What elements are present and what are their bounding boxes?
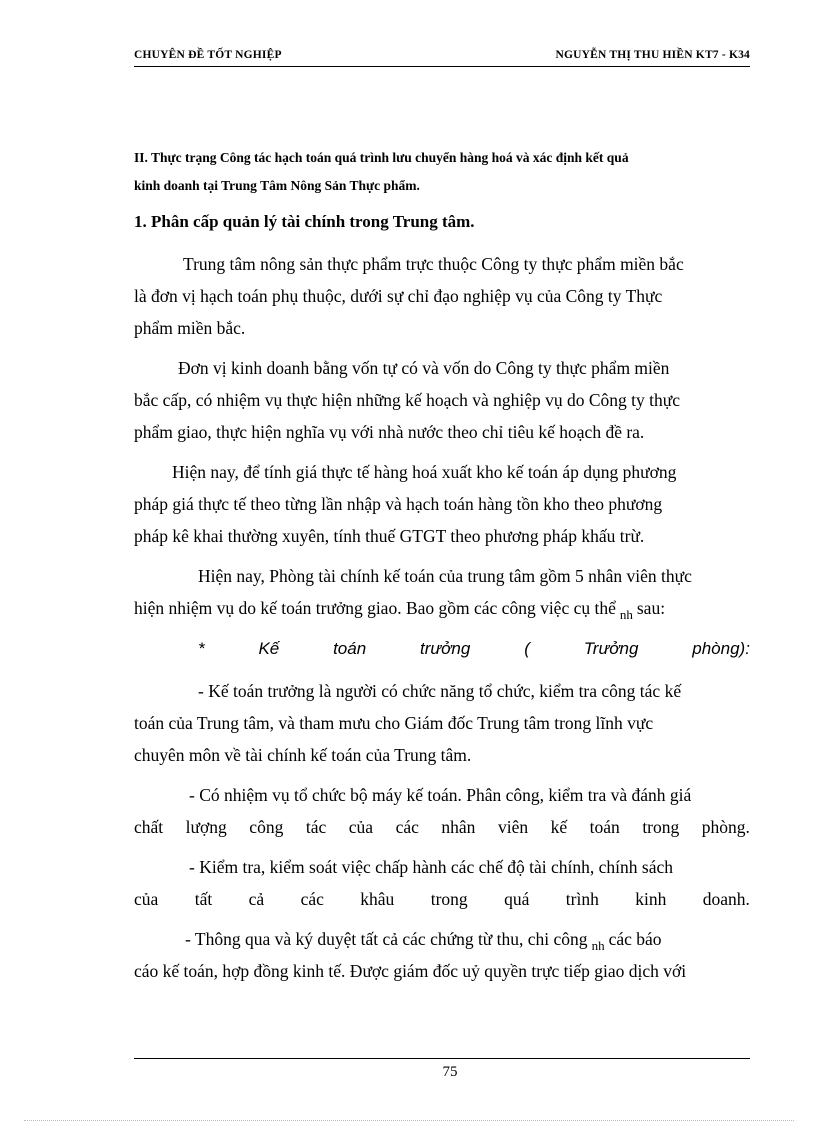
header-left: CHUYÊN ĐỀ TỐT NGHIỆP	[134, 49, 282, 61]
word: nhân	[441, 817, 476, 837]
section-title-line-2: kinh doanh tại Trung Tâm Nông Sản Thực phẩm.	[134, 178, 420, 193]
para2-line-1: Đơn vị kinh doanh bằng vốn tự có và vốn do Công ty thực phẩm miền	[178, 358, 670, 378]
bullet2-line-2	[134, 817, 750, 838]
para3-line-2: pháp giá thực tế theo từng lần nhập và hạch toán hàng tồn kho theo phương	[134, 494, 663, 514]
header-rule	[134, 66, 750, 67]
role-title-word: trưởng	[420, 639, 471, 658]
word: cả	[248, 889, 265, 909]
para2-line-2: bắc cấp, có nhiệm vụ thực hiện những kế hoạch và nghiệp vụ do Công ty thực	[134, 390, 681, 410]
word: của	[348, 817, 374, 837]
page-edge-dots	[24, 1120, 794, 1121]
bullet1-line-2: toán của Trung tâm, và tham mưu cho Giám đốc Trung tâm trong lĩnh vực	[134, 713, 654, 733]
word: chất	[134, 817, 164, 837]
bullet2-line-1: - Có nhiệm vụ tổ chức bộ máy kế toán. Phân công, kiểm tra và đánh giá	[189, 785, 692, 805]
bullet4-line-1-end: các báo	[608, 929, 662, 949]
bullet4-line-1	[185, 929, 662, 953]
para4-line-2	[134, 598, 666, 622]
word: phòng.	[701, 817, 750, 837]
word: tác	[305, 817, 327, 837]
bullet4-line-2: cáo kế toán, hợp đồng kinh tế. Được giám đốc uỷ quyền trực tiếp giao dịch với	[134, 961, 687, 981]
bullet1-line-1: - Kế toán trưởng là người có chức năng tổ chức, kiểm tra công tác kế	[198, 681, 682, 701]
bullet3-line-1: - Kiểm tra, kiểm soát việc chấp hành các chế độ tài chính, chính sách	[189, 857, 673, 877]
word: tất	[194, 889, 213, 909]
para3-line-1: Hiện nay, để tính giá thực tế hàng hoá xuất kho kế toán áp dụng phương	[172, 462, 677, 482]
page-number: 75	[442, 1064, 458, 1080]
word: trong	[642, 817, 680, 837]
word: trong	[430, 889, 468, 909]
word: viên	[497, 817, 529, 837]
word: doanh.	[702, 889, 750, 909]
para1-line-3: phẩm miền bắc.	[134, 318, 246, 338]
role-title-word: Kế	[258, 639, 280, 658]
bullet1-line-3: chuyên môn về tài chính kế toán của Trung tâm.	[134, 745, 472, 765]
para4-line-2-text: hiện nhiệm vụ do kế toán trưởng giao. Bao gồm các công việc cụ thể	[134, 598, 616, 618]
para2-line-3: phẩm giao, thực hiện nghĩa vụ với nhà nước theo chỉ tiêu kế hoạch đề ra.	[134, 422, 645, 442]
role-title-word: (	[524, 639, 530, 658]
bullet4-line-1-sub: nh	[591, 938, 605, 953]
para4-line-2-sub: nh	[619, 607, 633, 622]
word: của	[134, 889, 159, 909]
word: kinh	[635, 889, 667, 909]
footer-rule	[134, 1058, 750, 1059]
section-title-line-1: II. Thực trạng Công tác hạch toán quá trình lưu chuyển hàng hoá và xác định kết quả	[134, 150, 629, 165]
heading: 1. Phân cấp quản lý tài chính trong Trung tâm.	[134, 212, 475, 231]
para1-line-2: là đơn vị hạch toán phụ thuộc, dưới sự chỉ đạo nghiệp vụ của Công ty Thực	[134, 286, 663, 306]
role-title-word: toán	[333, 639, 367, 658]
word: công	[249, 817, 284, 837]
para4-line-2-end: sau:	[636, 598, 666, 618]
word: khâu	[360, 889, 395, 909]
word: toán	[589, 817, 620, 837]
word: trình	[565, 889, 599, 909]
word: lượng	[185, 817, 227, 837]
word: các	[395, 817, 419, 837]
word: kế	[550, 817, 568, 837]
role-title-word: phòng):	[692, 639, 750, 658]
word: các	[300, 889, 324, 909]
word: quá	[504, 889, 530, 909]
bullet3-line-2	[134, 889, 750, 910]
role-title-word: *	[198, 639, 205, 658]
para1-line-1: Trung tâm nông sản thực phẩm trực thuộc Công ty thực phẩm miền bắc	[183, 254, 684, 274]
header-right: NGUYỄN THỊ THU HIỀN KT7 - K34	[555, 49, 750, 61]
para4-line-1: Hiện nay, Phòng tài chính kế toán của trung tâm gồm 5 nhân viên thực	[198, 566, 692, 586]
bullet4-line-1-text: - Thông qua và ký duyệt tất cả các chứng từ thu, chi công	[185, 929, 588, 949]
para3-line-3: pháp kê khai thường xuyên, tính thuế GTGT theo phương pháp khấu trừ.	[134, 526, 645, 546]
role-title-word: Trưởng	[583, 639, 639, 658]
role-title	[198, 639, 750, 659]
